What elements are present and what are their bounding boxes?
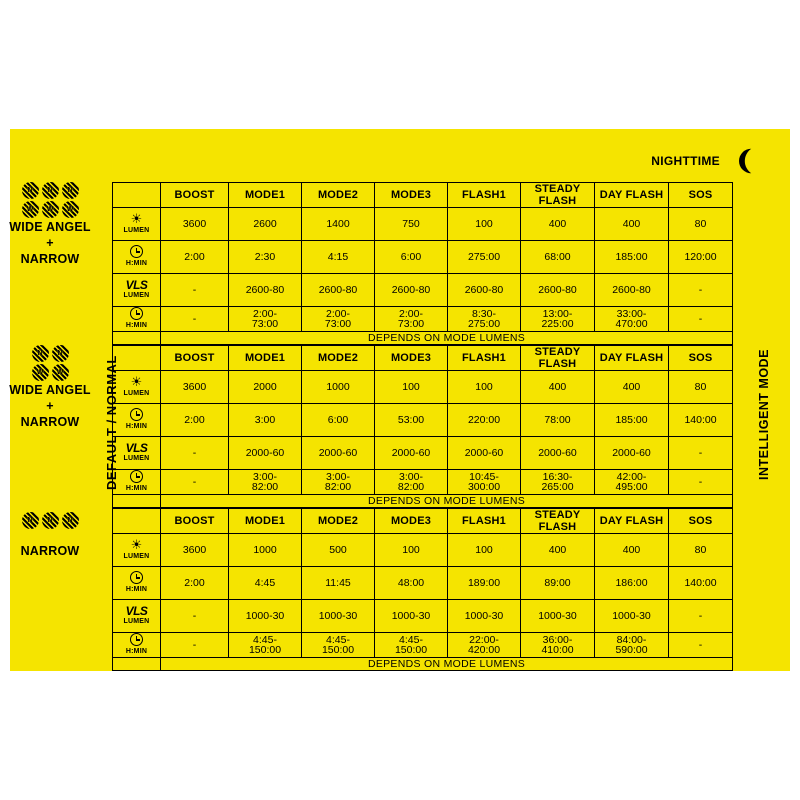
table-row <box>113 274 733 307</box>
cell: 100 <box>448 208 521 241</box>
cell: 3:00- 82:00 <box>302 470 375 495</box>
cell: 3:00 <box>229 404 302 437</box>
cell: - <box>669 600 733 633</box>
cell: 275:00 <box>448 241 521 274</box>
table-row <box>113 600 733 633</box>
block-1-col-flash1: FLASH1 <box>448 183 521 208</box>
block-3-col-steady-flash: STEADY FLASH <box>521 509 595 534</box>
cell: 2000 <box>229 371 302 404</box>
block-3-col-mode1: MODE1 <box>229 509 302 534</box>
depends-note: DEPENDS ON MODE LUMENS <box>161 658 733 671</box>
lens-narrow-icon: N <box>42 182 59 199</box>
unit-label-lumen: LUMEN <box>123 553 150 560</box>
row-unit-vls-lumen <box>113 274 161 307</box>
unit-label-hmin: H:MIN <box>125 648 148 655</box>
sun-icon: ☀ <box>130 374 143 389</box>
cell: - <box>161 470 229 495</box>
clock-icon <box>130 470 143 483</box>
cell: - <box>669 633 733 658</box>
cell: 1000-30 <box>375 600 448 633</box>
cell: 33:00- 470:00 <box>595 307 669 332</box>
table-row <box>113 307 733 332</box>
lens-wide-icon: W <box>32 364 49 381</box>
cell: 500 <box>302 534 375 567</box>
cell: 3600 <box>161 208 229 241</box>
spacer <box>113 495 161 508</box>
cell: 53:00 <box>375 404 448 437</box>
lens-wide-icon: W <box>62 201 79 218</box>
block-1-name-line-2: + <box>46 236 54 250</box>
moon-icon <box>732 147 760 175</box>
cell: 2000-60 <box>595 437 669 470</box>
row-unit-hmin <box>113 633 161 658</box>
cell: 4:45- 150:00 <box>375 633 448 658</box>
cell: 1000 <box>229 534 302 567</box>
clock-icon <box>130 245 143 258</box>
cell: 186:00 <box>595 567 669 600</box>
block-3-table <box>112 508 732 670</box>
cell: 2600-80 <box>375 274 448 307</box>
block-2-icons-bottom <box>2 364 98 381</box>
cell: 2000-60 <box>375 437 448 470</box>
block-2-name-line-1: WIDE ANGEL <box>9 383 91 397</box>
sun-icon: ☀ <box>130 211 143 226</box>
clock-icon <box>130 307 143 320</box>
table-row <box>113 371 733 404</box>
row-unit-hmin <box>113 470 161 495</box>
cell: 2000-60 <box>229 437 302 470</box>
table-row <box>113 241 733 274</box>
cell: - <box>669 274 733 307</box>
cell: 22:00- 420:00 <box>448 633 521 658</box>
block-3-col-mode3: MODE3 <box>375 509 448 534</box>
cell: 140:00 <box>669 404 733 437</box>
cell: 100 <box>448 371 521 404</box>
cell: 78:00 <box>521 404 595 437</box>
cell: 1000-30 <box>521 600 595 633</box>
block-1-col-steady-flash: STEADY FLASH <box>521 183 595 208</box>
clock-icon <box>130 633 143 646</box>
block-2-header-spacer <box>113 346 161 371</box>
lens-wide-icon: W <box>52 364 69 381</box>
cell: 185:00 <box>595 404 669 437</box>
unit-label-lumen: LUMEN <box>123 227 150 234</box>
cell: 80 <box>669 208 733 241</box>
cell: 400 <box>521 534 595 567</box>
cell: 750 <box>375 208 448 241</box>
block-2-col-mode3: MODE3 <box>375 346 448 371</box>
row-unit-lumen <box>113 371 161 404</box>
cell: 4:45- 150:00 <box>229 633 302 658</box>
block-3-col-flash1: FLASH1 <box>448 509 521 534</box>
cell: 1000-30 <box>302 600 375 633</box>
cell: - <box>669 307 733 332</box>
cell: 400 <box>521 208 595 241</box>
unit-label-hmin: H:MIN <box>125 322 148 329</box>
cell: - <box>669 437 733 470</box>
cell: 3600 <box>161 534 229 567</box>
cell: 68:00 <box>521 241 595 274</box>
unit-label-lumen: LUMEN <box>123 454 150 462</box>
cell: 3:00- 82:00 <box>375 470 448 495</box>
spacer <box>113 658 161 671</box>
block-3-header-spacer <box>113 509 161 534</box>
block-1-name-line-3: NARROW <box>20 252 80 266</box>
block-1-col-sos: SOS <box>669 183 733 208</box>
cell: 2600 <box>229 208 302 241</box>
lens-narrow-icon: N <box>32 345 49 362</box>
cell: 2600-80 <box>448 274 521 307</box>
cell: 89:00 <box>521 567 595 600</box>
block-1-name-line-1: WIDE ANGEL <box>9 220 91 234</box>
cell: 48:00 <box>375 567 448 600</box>
clock-icon <box>130 408 143 421</box>
cell: - <box>161 633 229 658</box>
cell: 2000-60 <box>521 437 595 470</box>
cell: 100 <box>375 371 448 404</box>
table-row <box>113 437 733 470</box>
unit-label-hmin: H:MIN <box>125 586 148 593</box>
table-row <box>113 534 733 567</box>
unit-label-lumen: LUMEN <box>123 617 150 625</box>
cell: 120:00 <box>669 241 733 274</box>
row-unit-lumen <box>113 534 161 567</box>
row-unit-hmin <box>113 307 161 332</box>
block-2-col-flash1: FLASH1 <box>448 346 521 371</box>
table-row <box>113 470 733 495</box>
block-3-col-mode2: MODE2 <box>302 509 375 534</box>
cell: 4:45 <box>229 567 302 600</box>
block-2-col-steady-flash: STEADY FLASH <box>521 346 595 371</box>
lens-narrow-icon: N <box>62 512 79 529</box>
cell: 189:00 <box>448 567 521 600</box>
row-unit-vls-lumen <box>113 437 161 470</box>
cell: - <box>161 600 229 633</box>
cell: 1400 <box>302 208 375 241</box>
lens-wide-icon: W <box>42 201 59 218</box>
block-1-side-label <box>2 182 98 266</box>
cell: 1000-30 <box>229 600 302 633</box>
cell: 400 <box>595 371 669 404</box>
block-1-col-mode1: MODE1 <box>229 183 302 208</box>
row-unit-hmin <box>113 241 161 274</box>
cell: 400 <box>595 534 669 567</box>
vls-icon: VLS <box>125 277 148 292</box>
lens-narrow-icon: N <box>62 182 79 199</box>
default-normal-label: DEFAULT / NORMAL <box>104 355 119 490</box>
block-2-col-boost: BOOST <box>161 346 229 371</box>
intelligent-mode-label: INTELLIGENT MODE <box>757 349 771 480</box>
cell: 42:00- 495:00 <box>595 470 669 495</box>
cell: 6:00 <box>375 241 448 274</box>
cell: 2600-80 <box>521 274 595 307</box>
lens-narrow-icon: N <box>22 182 39 199</box>
nighttime-label: NIGHTTIME <box>651 154 720 168</box>
cell: - <box>161 274 229 307</box>
block-2-name-line-2: + <box>46 399 54 413</box>
cell: 2:30 <box>229 241 302 274</box>
sun-icon: ☀ <box>130 537 143 552</box>
cell: 2:00 <box>161 241 229 274</box>
nighttime-header <box>580 145 760 177</box>
block-2-name-line-3: NARROW <box>20 415 80 429</box>
cell: 400 <box>521 371 595 404</box>
block-1-icons-top <box>2 182 98 199</box>
block-3-name-line-1: NARROW <box>20 544 80 558</box>
block-1-header-spacer <box>113 183 161 208</box>
lens-wide-icon: W <box>22 201 39 218</box>
unit-label-hmin: H:MIN <box>125 423 148 430</box>
cell: 84:00- 590:00 <box>595 633 669 658</box>
block-2-col-day-flash: DAY FLASH <box>595 346 669 371</box>
cell: 10:45- 300:00 <box>448 470 521 495</box>
cell: 2:00- 73:00 <box>375 307 448 332</box>
depends-note: DEPENDS ON MODE LUMENS <box>161 332 733 345</box>
block-1-col-mode3: MODE3 <box>375 183 448 208</box>
block-1-icons-bottom <box>2 201 98 218</box>
cell: 4:45- 150:00 <box>302 633 375 658</box>
unit-label-hmin: H:MIN <box>125 485 148 492</box>
cell: 2:00 <box>161 404 229 437</box>
block-2-table <box>112 345 732 507</box>
cell: 11:45 <box>302 567 375 600</box>
cell: 6:00 <box>302 404 375 437</box>
block-3-icons-top <box>2 512 98 529</box>
unit-label-lumen: LUMEN <box>123 291 150 299</box>
row-unit-lumen <box>113 208 161 241</box>
cell: 185:00 <box>595 241 669 274</box>
block-1-col-day-flash: DAY FLASH <box>595 183 669 208</box>
unit-label-hmin: H:MIN <box>125 260 148 267</box>
cell: 36:00- 410:00 <box>521 633 595 658</box>
clock-icon <box>130 571 143 584</box>
cell: 1000-30 <box>448 600 521 633</box>
block-2-col-mode1: MODE1 <box>229 346 302 371</box>
block-1-table <box>112 182 732 344</box>
cell: 2600-80 <box>302 274 375 307</box>
cell: 1000 <box>302 371 375 404</box>
row-unit-hmin <box>113 567 161 600</box>
cell: 2000-60 <box>302 437 375 470</box>
block-2-icons-top <box>2 345 98 362</box>
cell: 80 <box>669 371 733 404</box>
block-2-col-mode2: MODE2 <box>302 346 375 371</box>
cell: - <box>161 307 229 332</box>
vls-icon: VLS <box>125 440 148 455</box>
table-row <box>113 208 733 241</box>
cell: 16:30- 265:00 <box>521 470 595 495</box>
cell: 8:30- 275:00 <box>448 307 521 332</box>
lens-narrow-icon: N <box>42 512 59 529</box>
block-3-col-sos: SOS <box>669 509 733 534</box>
cell: 3600 <box>161 371 229 404</box>
cell: 3:00- 82:00 <box>229 470 302 495</box>
block-3-side-label <box>2 512 98 558</box>
cell: 2:00- 73:00 <box>229 307 302 332</box>
cell: 2000-60 <box>448 437 521 470</box>
block-1-col-mode2: MODE2 <box>302 183 375 208</box>
cell: 2:00- 73:00 <box>302 307 375 332</box>
cell: 13:00- 225:00 <box>521 307 595 332</box>
row-unit-hmin <box>113 404 161 437</box>
table-row <box>113 633 733 658</box>
cell: - <box>161 437 229 470</box>
block-2-col-sos: SOS <box>669 346 733 371</box>
cell: 140:00 <box>669 567 733 600</box>
block-1-col-boost: BOOST <box>161 183 229 208</box>
block-3-col-day-flash: DAY FLASH <box>595 509 669 534</box>
cell: 100 <box>375 534 448 567</box>
cell: 4:15 <box>302 241 375 274</box>
unit-label-lumen: LUMEN <box>123 390 150 397</box>
table-row <box>113 404 733 437</box>
cell: 220:00 <box>448 404 521 437</box>
table-row <box>113 567 733 600</box>
cell: - <box>669 470 733 495</box>
row-unit-vls-lumen <box>113 600 161 633</box>
block-2-side-label <box>2 345 98 429</box>
cell: 400 <box>595 208 669 241</box>
cell: 2:00 <box>161 567 229 600</box>
cell: 2600-80 <box>229 274 302 307</box>
block-3-col-boost: BOOST <box>161 509 229 534</box>
lens-narrow-icon: N <box>52 345 69 362</box>
cell: 1000-30 <box>595 600 669 633</box>
cell: 80 <box>669 534 733 567</box>
cell: 100 <box>448 534 521 567</box>
cell: 2600-80 <box>595 274 669 307</box>
depends-note: DEPENDS ON MODE LUMENS <box>161 495 733 508</box>
vls-icon: VLS <box>125 603 148 618</box>
spacer <box>113 332 161 345</box>
lens-narrow-icon: N <box>22 512 39 529</box>
